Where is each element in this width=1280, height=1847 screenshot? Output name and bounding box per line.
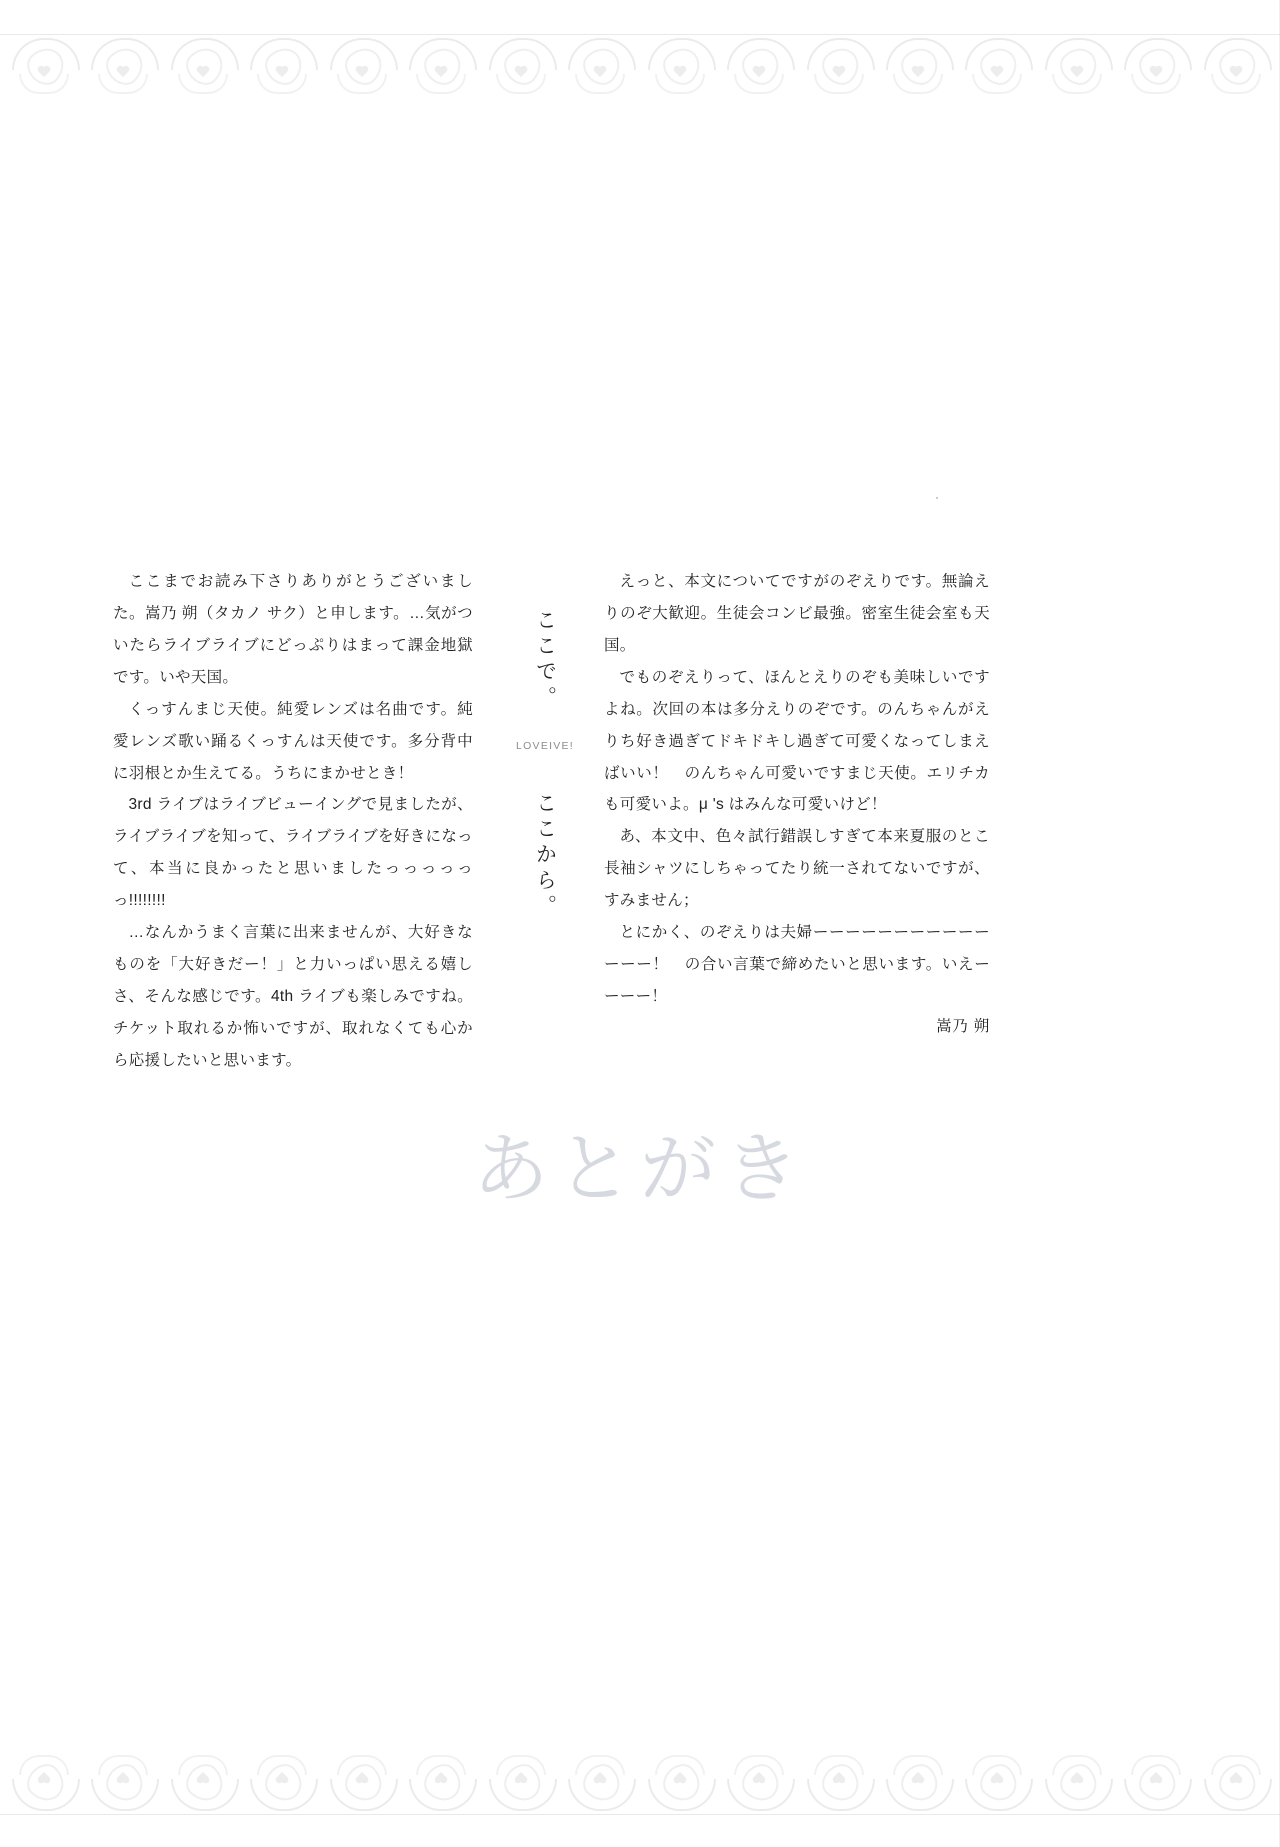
scallop-icon: [178, 74, 228, 94]
paragraph: とにかく、のぞえりは夫婦ーーーーーーーーーーーーーー！ の合い言葉で締めたいと思います。いえーーーー！: [604, 924, 990, 1005]
lace-motif-icon: [1118, 36, 1194, 94]
scallop-icon: [98, 74, 148, 94]
page-title: あとがき: [472, 1124, 808, 1213]
paragraph: 3rd ライブはライブビューイングで見ましたが、ライブライブを知って、ライブライブを好きになって、本当に良かったと思いましたっっっっっっ!!!!!!!!: [113, 796, 473, 910]
lace-motif-icon: [244, 1755, 320, 1813]
paragraph: ここまでお読み下さりありがとうございました。嵩乃 朔（タカノ サク）と申します。…気がついたらライブライブにどっぷりはまって課金地獄です。いや天国。: [113, 573, 473, 686]
heart-icon: [593, 66, 607, 79]
scallop-icon: [893, 74, 943, 94]
heart-icon: [116, 1770, 130, 1783]
afterword-right-column: [604, 566, 990, 1013]
scallop-icon: [734, 1755, 784, 1775]
heart-icon: [37, 66, 51, 79]
scallop-icon: [575, 1755, 625, 1775]
lace-motif-icon: [642, 36, 718, 94]
scallop-icon: [1131, 1755, 1181, 1775]
scallop-icon: [496, 74, 546, 94]
lace-motif-icon: [880, 36, 956, 94]
lace-motif-row-bottom: [0, 1755, 1280, 1813]
heart-icon: [434, 66, 448, 79]
heart-icon: [1229, 1770, 1243, 1783]
lace-motif-icon: [403, 36, 479, 94]
heart-icon: [752, 66, 766, 79]
scallop-icon: [972, 74, 1022, 94]
lace-motif-row-top: [0, 36, 1280, 94]
lace-motif-icon: [562, 36, 638, 94]
scallop-icon: [98, 1755, 148, 1775]
author-signature: 嵩乃 朔: [936, 1018, 990, 1035]
heart-icon: [37, 1770, 51, 1783]
scallop-icon: [1211, 74, 1261, 94]
lace-motif-icon: [721, 1755, 797, 1813]
heart-icon: [911, 66, 925, 79]
scallop-icon: [655, 1755, 705, 1775]
lace-motif-icon: [85, 1755, 161, 1813]
heart-icon: [990, 1770, 1004, 1783]
lace-motif-icon: [85, 36, 161, 94]
heart-icon: [593, 1770, 607, 1783]
lace-motif-icon: [324, 1755, 400, 1813]
heart-icon: [673, 66, 687, 79]
lace-motif-icon: [959, 1755, 1035, 1813]
vertical-text-bottom: ここから。: [533, 791, 557, 921]
afterword-left-column: [113, 566, 473, 1077]
scallop-icon: [972, 1755, 1022, 1775]
center-vertical-text-block: [508, 590, 582, 946]
lace-motif-icon: [1039, 1755, 1115, 1813]
paragraph: でものぞえりって、ほんとえりのぞも美味しいですよね。次回の本は多分えりのぞです。のんちゃんがえりち好き過ぎてドキドキし過ぎて可愛くなってしまえばいい！ のんちゃん可愛いですまじ天使。エリチカも可愛いよ。μ 's はみんな可愛いけど！: [604, 668, 990, 814]
lace-motif-icon: [1198, 36, 1274, 94]
lace-motif-icon: [1039, 36, 1115, 94]
scallop-icon: [1052, 1755, 1102, 1775]
lace-motif-icon: [483, 36, 559, 94]
lace-motif-icon: [165, 1755, 241, 1813]
heart-icon: [911, 1770, 925, 1783]
scallop-icon: [575, 74, 625, 94]
scallop-icon: [893, 1755, 943, 1775]
heart-icon: [1149, 66, 1163, 79]
heart-icon: [355, 66, 369, 79]
paragraph: くっすんまじ天使。純愛レンズは名曲です。純愛レンズ歌い踊るくっすんは天使です。多分背中に羽根とか生えてる。うちにまかせとき！: [113, 700, 473, 782]
lace-motif-icon: [880, 1755, 956, 1813]
scallop-icon: [337, 1755, 387, 1775]
heart-icon: [673, 1770, 687, 1783]
heart-icon: [832, 1770, 846, 1783]
lace-motif-icon: [721, 36, 797, 94]
heart-icon: [514, 1770, 528, 1783]
heart-icon: [1070, 1770, 1084, 1783]
scallop-icon: [257, 1755, 307, 1775]
lace-motif-icon: [801, 36, 877, 94]
heart-icon: [1229, 66, 1243, 79]
scallop-icon: [416, 1755, 466, 1775]
lace-motif-icon: [562, 1755, 638, 1813]
lace-rule-bottom: [0, 1814, 1280, 1815]
heart-icon: [990, 66, 1004, 79]
heart-icon: [832, 66, 846, 79]
lace-motif-icon: [6, 36, 82, 94]
heart-icon: [1070, 66, 1084, 79]
heart-icon: [275, 66, 289, 79]
lace-motif-icon: [6, 1755, 82, 1813]
vertical-text-top: ここで。: [533, 608, 557, 712]
scallop-icon: [337, 74, 387, 94]
lace-motif-icon: [403, 1755, 479, 1813]
lace-motif-icon: [244, 36, 320, 94]
lace-motif-icon: [1198, 1755, 1274, 1813]
heart-icon: [752, 1770, 766, 1783]
paragraph: えっと、本文についてですがのぞえりです。無論えりのぞ大歓迎。生徒会コンビ最強。密室生徒会室も天国。: [604, 573, 990, 654]
scallop-icon: [1052, 74, 1102, 94]
heart-icon: [355, 1770, 369, 1783]
lace-motif-icon: [324, 36, 400, 94]
lace-motif-icon: [642, 1755, 718, 1813]
scallop-icon: [814, 1755, 864, 1775]
lace-motif-icon: [959, 36, 1035, 94]
heart-icon: [196, 66, 210, 79]
scallop-icon: [19, 1755, 69, 1775]
scallop-icon: [734, 74, 784, 94]
scallop-icon: [655, 74, 705, 94]
scallop-icon: [257, 74, 307, 94]
scallop-icon: [1131, 74, 1181, 94]
heart-icon: [434, 1770, 448, 1783]
scallop-icon: [496, 1755, 546, 1775]
heart-icon: [196, 1770, 210, 1783]
paragraph: あ、本文中、色々試行錯誤しすぎて本来夏服のとこ長袖シャツにしちゃってたり統一されてないですが、すみません；: [604, 828, 990, 910]
lace-motif-icon: [801, 1755, 877, 1813]
lace-motif-icon: [165, 36, 241, 94]
lace-rule-top: [0, 34, 1280, 35]
heart-icon: [514, 66, 528, 79]
paragraph: …なんかうまく言葉に出来ませんが、大好きなものを「大好きだー！」と力いっぱい思える嬉しさ、そんな感じです。4th ライブも楽しみですね。チケット取れるか怖いですが、取れなくても心から応援したいと思います。: [113, 924, 473, 1069]
heart-icon: [1149, 1770, 1163, 1783]
scallop-icon: [178, 1755, 228, 1775]
scallop-icon: [1211, 1755, 1261, 1775]
scallop-icon: [19, 74, 69, 94]
lace-border-bottom-icon: [0, 1751, 1280, 1821]
scallop-icon: [814, 74, 864, 94]
lace-border-top-icon: [0, 28, 1280, 98]
loveive-logo-text: LOVEIVE!: [516, 740, 574, 752]
scallop-icon: [416, 74, 466, 94]
heart-icon: [275, 1770, 289, 1783]
page-speck: [936, 497, 938, 499]
lace-motif-icon: [1118, 1755, 1194, 1813]
lace-motif-icon: [483, 1755, 559, 1813]
heart-icon: [116, 66, 130, 79]
